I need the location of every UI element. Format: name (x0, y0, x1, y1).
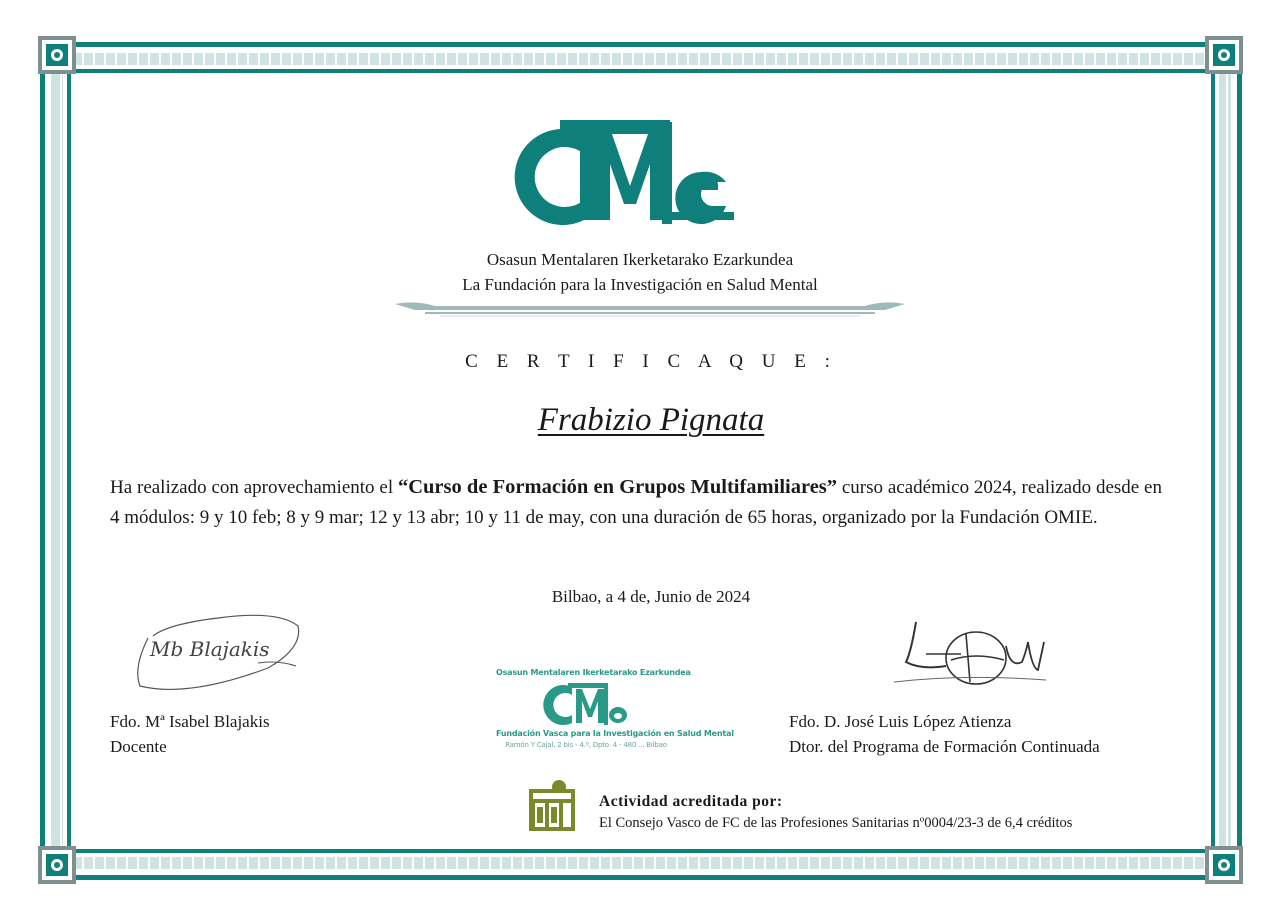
stamp-line-1: Osasun Mentalaren Ikerketarako Ezarkundea (496, 668, 691, 677)
signer-left-name: Fdo. Mª Isabel Blajakis (110, 712, 270, 731)
signer-right-role: Dtor. del Programa de Formación Continuada (789, 737, 1100, 756)
accreditation-text: El Consejo Vasco de FC de las Profesiones Sanitarias nº0004/23-3 de 6,4 créditos (599, 815, 1073, 831)
stamp-line-2: Fundación Vasca para la Investigación en Salud Mental (496, 729, 734, 738)
signature-icon (128, 608, 308, 698)
signer-right-name: Fdo. D. José Luis López Atienza (789, 712, 1012, 731)
organization-name-spanish: La Fundación para la Investigación en Salud Mental (462, 275, 818, 294)
corner-ornament-icon (1205, 36, 1243, 74)
certificate-body (110, 472, 1162, 533)
certificate-heading: C E R T I F I C A Q U E : (465, 351, 837, 372)
accreditation-seal-icon (529, 779, 575, 831)
corner-ornament-icon (38, 846, 76, 884)
signature-icon (886, 612, 1056, 698)
omie-stamp-icon (542, 681, 630, 727)
signer-left-role: Docente (110, 737, 167, 756)
corner-ornament-icon (38, 36, 76, 74)
recipient-name: Frabizio Pignata (537, 402, 765, 438)
stamp-line-3: Ramón Y Cajal, 2 bis - 4.º, Dpto. 4 - 480 ... Bilbao (505, 741, 667, 749)
organization-name-basque: Osasun Mentalaren Ikerketarako Ezarkundea (486, 250, 794, 269)
svg-text:Mb Blajakis: Mb Blajakis (150, 637, 270, 661)
body-details: curso académico 2024, realizado desde en 4 módulos: 9 y 10 feb; 8 y 9 mar; 12 y 13 abr; 10 y 11 de may, con una duración de 65 horas, organizado por la Fundación OMIE. (110, 477, 1162, 528)
omie-stamp (496, 668, 734, 752)
accreditation-title: Actividad acreditada por: (599, 793, 783, 810)
signer-left (110, 709, 270, 759)
omie-logo-icon (512, 116, 738, 230)
signer-right (789, 709, 1100, 759)
body-intro: Ha realizado con aprovechamiento el (110, 477, 398, 498)
place-date: Bilbao, a 4 de, Junio de 2024 (551, 587, 751, 606)
course-title: “Curso de Formación en Grupos Multifamiliares” (397, 476, 838, 498)
divider-ornament-icon (395, 298, 905, 318)
corner-ornament-icon (1205, 846, 1243, 884)
